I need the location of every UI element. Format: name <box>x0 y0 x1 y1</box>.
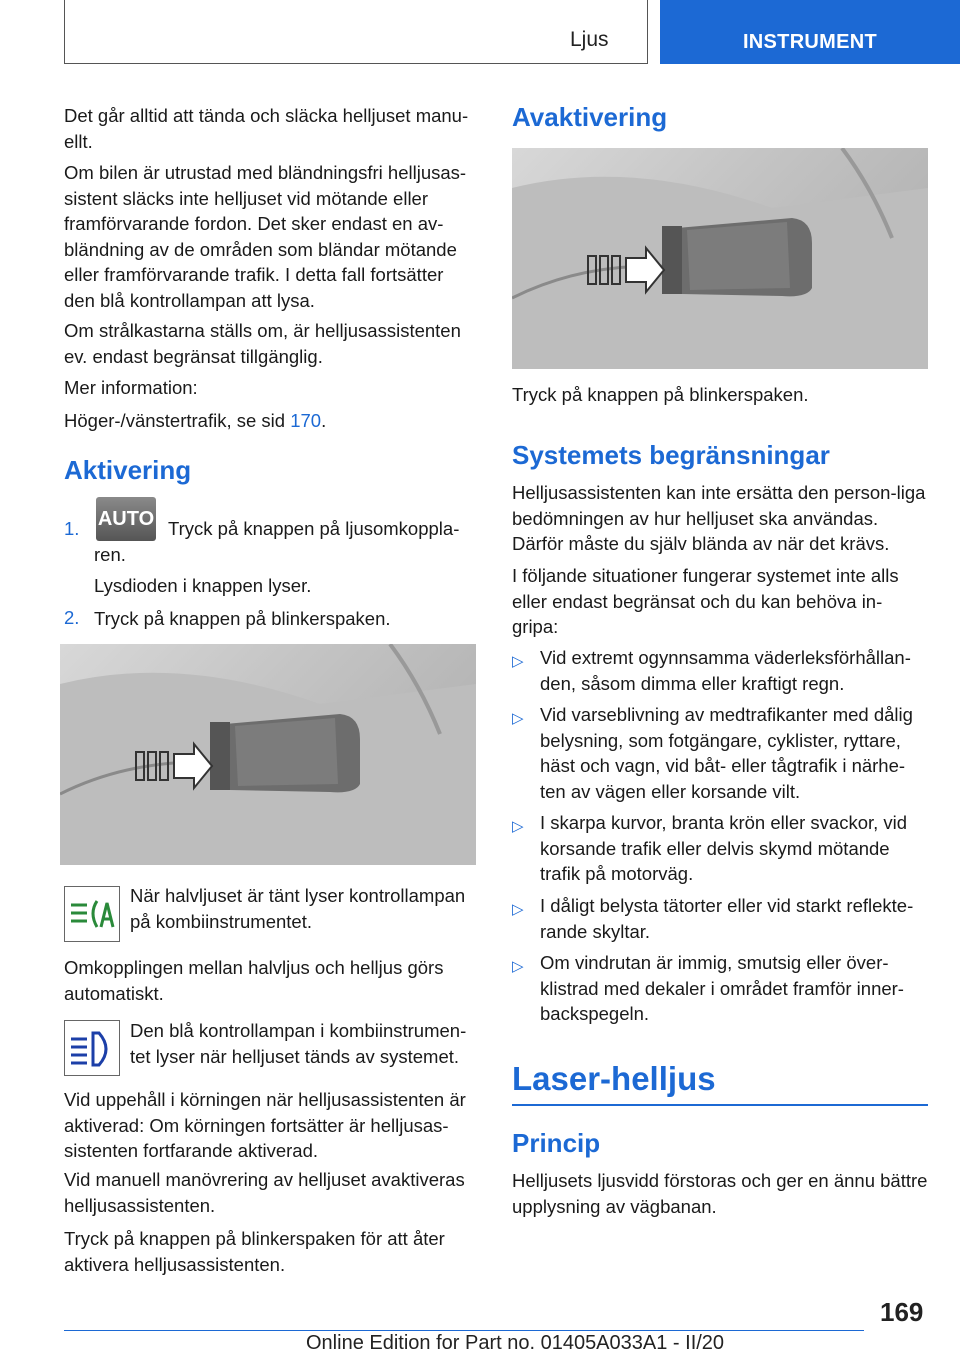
paragraph: Mer information: <box>64 377 198 398</box>
stalk-button-photo <box>60 644 476 865</box>
stalk-illustration <box>512 148 928 369</box>
heading-rule <box>512 1104 928 1106</box>
paragraph: Omkopplingen mellan halvljus och helljus görs automatiskt. <box>64 957 444 1004</box>
chapter-tab[interactable]: INSTRUMENT <box>660 0 960 64</box>
heading-aktivering: Aktivering <box>64 455 192 485</box>
heading-princip: Princip <box>512 1128 601 1158</box>
paragraph: Tryck på knappen på blinkerspaken för att åter aktivera helljusassistenten. <box>64 1228 445 1275</box>
stalk-illustration <box>60 644 476 865</box>
step-text: Tryck på knappen på blinkerspaken. <box>94 608 391 629</box>
paragraph: Vid uppehåll i körningen när helljusassistenten är aktiverad: Om körningen fortsätter är helljusas-sistenten fortfarande aktiverad. <box>64 1089 466 1161</box>
paragraph: Helljusassistenten kan inte ersätta den person-liga bedömningen av hur helljuset ska användas. Därför måste du själv blända av när det krävs. <box>512 482 926 554</box>
bullet-item: Om vindrutan är immig, smutsig eller över-klistrad med dekaler i området framför inner-backspegeln. <box>540 952 904 1024</box>
reference-end: . <box>321 410 327 431</box>
bullet-icon: ▷ <box>512 958 524 975</box>
bullet-item: I dåligt belysta tätorter eller vid starkt reflekte-rande skyltar. <box>540 895 914 942</box>
section-title: Ljus <box>570 28 609 51</box>
bullet-icon: ▷ <box>512 901 524 918</box>
paragraph: Om bilen är utrustad med bländningsfri helljusas-sistent släcks inte helljuset vid mötande eller framförvarande fordon. Det sker endast en av-bländning av de områden som bländar mötande eller framförvarande trafik. I detta fall fortsätter den blå kontrollampan att lysa. <box>64 162 467 311</box>
bullet-item: Vid extremt ogynnsamma väderleksförhållan-den, såsom dimma eller kraftigt regn. <box>540 647 911 694</box>
stalk-button-photo <box>512 148 928 369</box>
photo-caption: Tryck på knappen på blinkerspaken. <box>512 384 809 405</box>
paragraph: Det går alltid att tända och släcka helljuset manu-ellt. <box>64 105 469 152</box>
icon-note: Den blå kontrollampan i kombiinstrumen-tet lyser när helljuset tänds av systemet. <box>130 1020 467 1067</box>
page-link[interactable]: 170 <box>290 410 322 431</box>
footer-edition: Online Edition for Part no. 01405A033A1 - II/20 <box>306 1332 725 1354</box>
step-number: 1. <box>64 518 80 539</box>
heading-laser-helljus: Laser-helljus <box>512 1060 716 1097</box>
bullet-item: I skarpa kurvor, branta krön eller svackor, vid korsande trafik eller delvis skymd mötande trafik på motorväg. <box>540 812 908 884</box>
auto-button-icon: AUTO <box>96 497 156 541</box>
bullet-icon: ▷ <box>512 818 524 835</box>
paragraph-reference <box>64 408 478 434</box>
heading-systemets-begransningar: Systemets begränsningar <box>512 440 830 470</box>
step-subtext: Lysdioden i knappen lyser. <box>94 575 312 596</box>
header-frame <box>64 0 648 64</box>
footer-rule <box>64 1330 864 1331</box>
icon-note: När halvljuset är tänt lyser kontrollampan på kombiinstrumentet. <box>130 885 466 932</box>
reference-text: Höger-/vänstertrafik, se sid <box>64 410 291 431</box>
paragraph: Vid manuell manövrering av helljuset avaktiveras helljusassistenten. <box>64 1169 465 1216</box>
bullet-icon: ▷ <box>512 653 524 670</box>
low-beam-assist-icon <box>64 886 120 942</box>
paragraph: I följande situationer fungerar systemet inte alls eller endast begränsat och du kan behöva in-gripa: <box>512 565 899 637</box>
bullet-item: Vid varseblivning av medtrafikanter med dålig belysning, som fotgängare, cyklister, ryttare, häst och vagn, vid båt- eller tågtrafik i närhe-ten av vägen eller korsande vilt. <box>540 704 913 802</box>
step-number: 2. <box>64 607 80 628</box>
heading-avaktivering: Avaktivering <box>512 102 668 132</box>
paragraph: Om strålkastarna ställs om, är helljusassistenten ev. endast begränsat tillgänglig. <box>64 320 461 367</box>
step-text: Tryck på knappen på ljusomkoppla-ren. <box>94 518 460 565</box>
high-beam-icon <box>64 1020 120 1076</box>
bullet-icon: ▷ <box>512 710 524 727</box>
page-number: 169 <box>880 1297 924 1327</box>
paragraph: Helljusets ljusvidd förstoras och ger en ännu bättre upplysning av vägbanan. <box>512 1170 928 1217</box>
